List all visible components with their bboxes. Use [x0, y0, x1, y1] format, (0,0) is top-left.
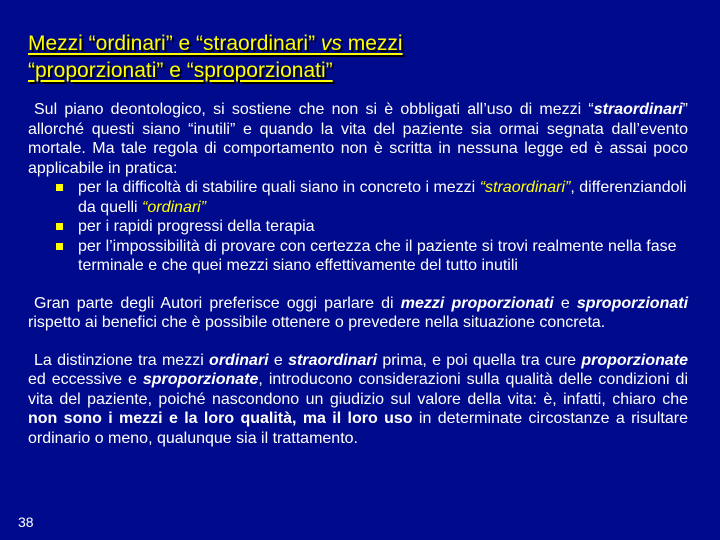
para2-emphasis1: mezzi proporzionati: [400, 294, 554, 312]
para2-text2: e: [553, 294, 577, 312]
slide-number: 38: [18, 514, 34, 530]
slide-body: [28, 100, 688, 448]
bullet2-text: per i rapidi progressi della terapia: [78, 218, 315, 235]
square-bullet-icon: [56, 223, 63, 230]
para3-text1: La distinzione tra mezzi: [34, 351, 210, 369]
list-item: [56, 217, 688, 237]
square-bullet-icon: [56, 243, 63, 250]
paragraph-proportionate: [28, 294, 688, 333]
para3-text5: , introducono considerazioni sulla qualità delle condizioni di vita del paziente, poiché nascondono un giudizio sul valore della vita: è, infatti, chiaro che: [28, 371, 689, 408]
list-item: [56, 178, 688, 217]
para3-emphasis2: straordinari: [288, 351, 378, 369]
para1-emphasis: straordinari: [593, 101, 683, 118]
para1-text1: Sul piano deontologico, si sostiene che non si è obbligati all’uso di mezzi “: [34, 101, 594, 118]
square-bullet-icon: [56, 184, 63, 191]
reasons-list: [28, 178, 688, 276]
bullet1-emphasis2: “ordinari”: [142, 198, 207, 216]
slide-title: [28, 30, 688, 84]
paragraph-distinction: [28, 351, 688, 449]
title-line1-end: mezzi: [341, 32, 403, 55]
bullet1-text2: , differenziandoli da quelli: [78, 179, 687, 216]
para3-text4: ed eccessive e: [28, 371, 143, 388]
title-vs: vs: [320, 32, 342, 55]
para2-text3: rispetto ai benefici che è possibile ottenere o prevedere nella situazione concreta.: [28, 314, 606, 331]
para3-emphasis4: sproporzionate: [142, 371, 259, 388]
para3-text3: prima, e poi quella tra cure: [377, 351, 582, 369]
bullet1-text1: per la difficoltà di stabilire quali siano in concreto i mezzi: [78, 179, 480, 196]
para3-emphasis1: ordinari: [209, 351, 269, 369]
title-line2: “proporzionati” e “sproporzionati”: [28, 59, 333, 82]
bullet3-text: per l’impossibilità di provare con certezza che il paziente si trovi realmente nella fase terminale e che quei mezzi siano effettivamente del tutto inutili: [78, 237, 677, 274]
title-line1: Mezzi “ordinari” e “straordinari”: [28, 32, 321, 55]
para2-emphasis2: sproporzionati: [576, 294, 689, 312]
para3-text2: e: [268, 351, 289, 369]
bullet1-emphasis1: “straordinari”: [479, 179, 571, 196]
para3-text6: in determinate circostanze a risultare ordinario o meno, qualunque sia il trattamento.: [28, 410, 688, 447]
para3-emphasis3: proporzionate: [581, 351, 688, 369]
list-item: [56, 237, 688, 276]
para3-bold: non sono i mezzi e la loro qualità, ma il loro uso: [28, 410, 413, 427]
paragraph-deontological: [28, 100, 688, 178]
para1-text2: ” allorché questi siano “inutili” e quando la vita del paziente sia ormai segnata dall’evento mortale. Ma tale regola di comportamento non è scritta in nessuna legge ed è assai poco applicabile in pratica:: [28, 101, 688, 177]
para2-text1: Gran parte degli Autori preferisce oggi parlare di: [34, 294, 401, 312]
